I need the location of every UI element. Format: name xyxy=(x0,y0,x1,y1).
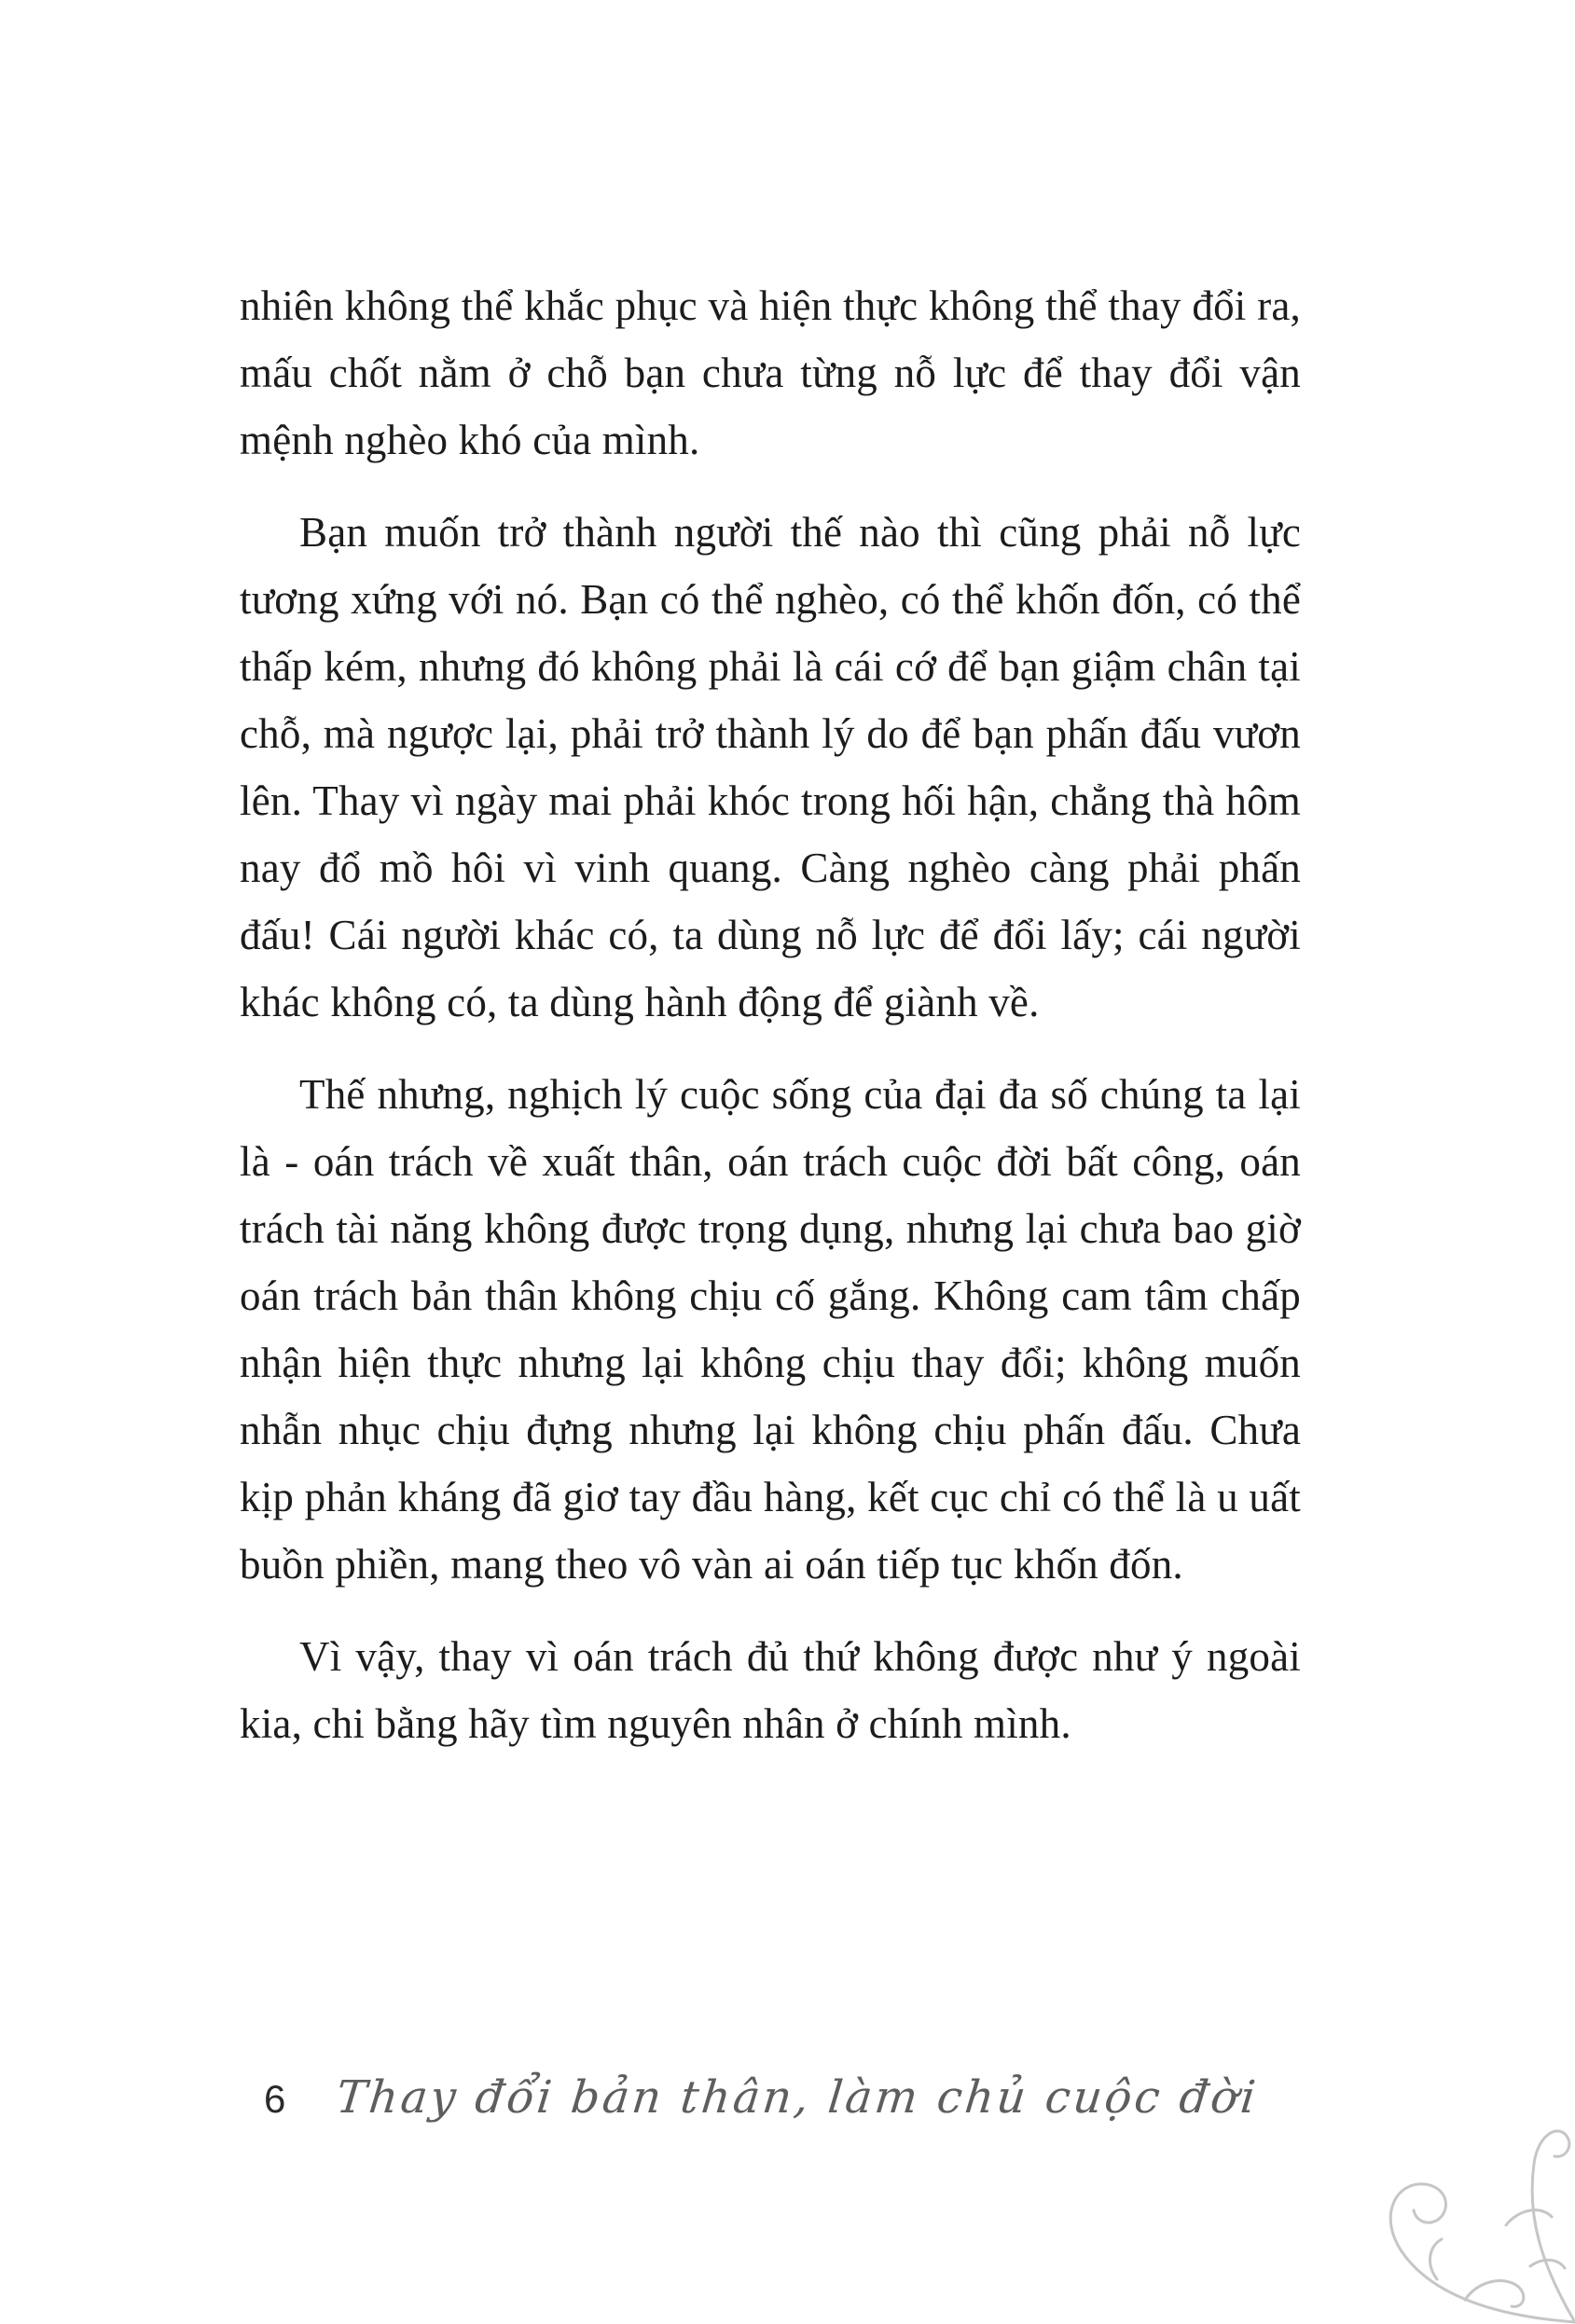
floral-flourish-icon xyxy=(1286,2100,1575,2324)
page-number: 6 xyxy=(264,2077,286,2121)
body-paragraph: Bạn muốn trở thành người thế nào thì cũng phải nỗ lực tương xứng với nó. Bạn có thể nghèo, có thể khốn đốn, có thể thấp kém, nhưng đó không phải là cái cớ để bạn giậm chân tại chỗ, mà ngược lại, phải trở thành lý do để bạn phấn đấu vươn lên. Thay vì ngày mai phải khóc trong hối hận, chẳng thà hôm nay đổ mồ hôi vì vinh quang. Càng nghèo càng phải phấn đấu! Cái người khác có, ta dùng nỗ lực để đổi lấy; cái người khác không có, ta dùng hành động để giành về. xyxy=(240,509,1301,1025)
body-paragraph: Vì vậy, thay vì oán trách đủ thứ không được như ý ngoài kia, chi bằng hãy tìm nguyên nhân ở chính mình. xyxy=(240,1633,1301,1747)
body-paragraph: nhiên không thể khắc phục và hiện thực không thể thay đổi ra, mấu chốt nằm ở chỗ bạn chưa từng nỗ lực để thay đổi vận mệnh nghèo khó của mình. xyxy=(240,282,1301,463)
page-footer xyxy=(264,2071,1262,2124)
running-book-title: Thay đổi bản thân, làm chủ cuộc đời xyxy=(334,2071,1262,2124)
body-text-block xyxy=(240,272,1301,1782)
body-paragraph: Thế nhưng, nghịch lý cuộc sống của đại đa số chúng ta lại là - oán trách về xuất thân, oán trách cuộc đời bất công, oán trách tài năng không được trọng dụng, nhưng lại chưa bao giờ oán trách bản thân không chịu cố gắng. Không cam tâm chấp nhận hiện thực nhưng lại không chịu thay đổi; không muốn nhẫn nhục chịu đựng nhưng lại không chịu phấn đấu. Chưa kịp phản kháng đã giơ tay đầu hàng, kết cục chỉ có thể là u uất buồn phiền, mang theo vô vàn ai oán tiếp tục khốn đốn. xyxy=(240,1071,1301,1588)
